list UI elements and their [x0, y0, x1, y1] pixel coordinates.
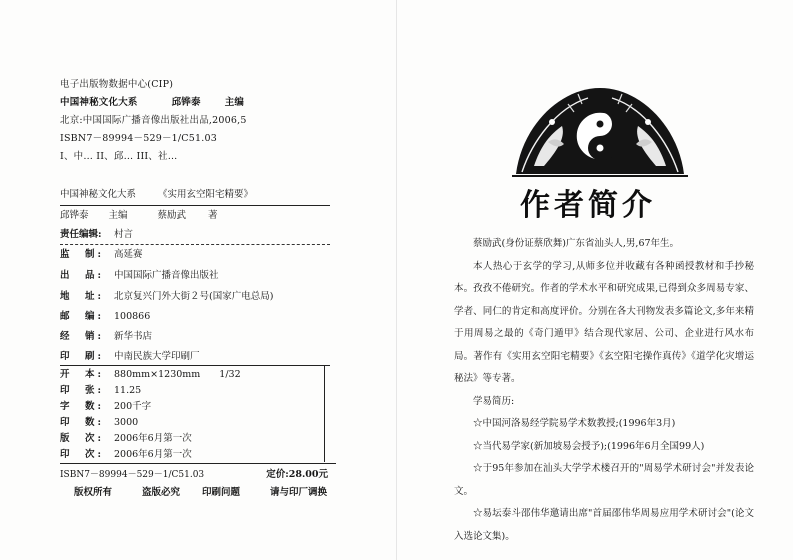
rights-item: 印刷问题 — [202, 487, 241, 498]
spec-value: 880mm×1230mm 1/32 — [114, 369, 241, 380]
cip-series-row — [60, 94, 247, 112]
colophon-vertical-rule — [324, 366, 325, 462]
colophon-row — [60, 246, 143, 264]
colophon-rule — [60, 244, 330, 245]
colophon-row — [60, 328, 152, 346]
author-page — [397, 0, 793, 560]
bio-paragraph: 本人热心于玄学的学习,从师多位并收藏有各种函授教材和手抄秘本。孜孜不倦研究。作者的学术水平和研究成果,已得到众多周易专家、学者、同仁的肯定和高度评价。分别在各大刊物发表多篇论文,多年来精于用周易之最的《奇门遁甲》结合现代家居、公司、企业进行风水布局。著作有《实用玄空阳宅精要》《玄空阳宅操作真传》《道学化灾增运秘法》等专著。 — [454, 260, 754, 384]
resume-item: ☆易坛泰斗邵伟华邀请出席"首届邵伟华周易应用学术研讨会"(论文入选论文集)。 — [454, 508, 754, 542]
spec-label: 开 本: — [60, 369, 105, 380]
spec-row — [60, 446, 192, 464]
colophon-value: 北京复兴门外大街２号(国家广电总局) — [114, 291, 274, 302]
colophon-row — [60, 308, 150, 326]
cip-classification: I、中… II、邱… III、社… — [60, 151, 178, 162]
resume-item: ☆中国河洛易经学院易学术数教授;(1996年3月) — [473, 418, 676, 429]
colophon-row — [60, 288, 273, 306]
cip-editor: 邱铧泰 — [171, 97, 201, 108]
spec-label: 印 张: — [60, 385, 105, 396]
isbn-price-row — [60, 466, 336, 484]
colophon-series: 中国神秘文化大系 — [60, 189, 137, 200]
cip-series: 中国神秘文化大系 — [60, 97, 138, 108]
cip-editor-role: 主编 — [224, 97, 245, 108]
colophon-value: 村言 — [114, 229, 134, 240]
spec-label: 印 次: — [60, 449, 105, 460]
author-bio — [454, 233, 754, 548]
colophon-series-row — [60, 186, 253, 204]
colophon-label: 地 址: — [60, 291, 105, 302]
spec-value: 3000 — [114, 417, 139, 428]
colophon-label: 邮 编: — [60, 311, 105, 322]
cip-heading: 电子出版物数据中心(CIP) — [60, 79, 174, 90]
colophon-row — [60, 348, 200, 366]
colophon-author-role: 著 — [208, 210, 218, 221]
cip-isbn: ISBN7－89994－529－1/C51.03 — [60, 133, 217, 144]
resume-heading: 学易简历: — [473, 395, 515, 407]
rights-item: 版权所有 — [74, 487, 113, 498]
spec-label: 印 数: — [60, 417, 105, 428]
price-label: 定价:28.00元 — [266, 469, 328, 480]
colophon-row — [60, 226, 133, 244]
colophon-value: 新华书店 — [114, 331, 153, 342]
colophon-value: 高延赛 — [114, 249, 143, 260]
colophon-author: 蔡励武 — [157, 210, 187, 221]
colophon-rule — [60, 205, 330, 206]
colophon-value: 中南民族大学印刷厂 — [114, 351, 200, 362]
spec-value: 11.25 — [114, 385, 142, 396]
resume-item: ☆于95年参加在汕头大学学术楼召开的"周易学术研讨会"并发表论文。 — [454, 463, 754, 497]
colophon-value: 100866 — [114, 311, 151, 322]
spec-label: 版 次: — [60, 433, 105, 444]
spec-value: 2006年6月第一次 — [114, 433, 192, 444]
colophon-label: 印 刷: — [60, 351, 105, 362]
colophon-isbn: ISBN7－89994－529－1/C51.03 — [60, 470, 205, 480]
colophon-editor: 邱铧泰 — [60, 210, 89, 221]
spec-label: 字 数: — [60, 401, 105, 412]
colophon-label: 监 制: — [60, 249, 105, 260]
resume-item: ☆当代易学家(新加坡易会授予);(1996年6月全国99人) — [473, 440, 705, 452]
rights-row — [74, 484, 334, 502]
colophon-label: 出 品: — [60, 270, 105, 281]
colophon-label: 责任编辑: — [60, 229, 102, 240]
colophon-credits-row — [60, 207, 218, 225]
spec-value: 2006年6月第一次 — [114, 449, 192, 460]
rights-item: 盗版必究 — [142, 487, 181, 498]
rights-item: 请与印厂调换 — [270, 487, 328, 498]
colophon-rule — [60, 463, 336, 464]
spec-value: 200千字 — [114, 401, 152, 412]
dragon-taiji-emblem-icon — [508, 82, 692, 178]
colophon-label: 经 销: — [60, 331, 105, 342]
colophon-row — [60, 267, 219, 285]
colophon-value: 中国国际广播音像出版社 — [114, 270, 219, 281]
page-title: 作者简介 — [520, 188, 656, 223]
colophon-editor-role: 主编 — [108, 210, 128, 221]
copyright-page — [0, 0, 396, 560]
bio-paragraph: 蔡励武(身份证蔡欣舞)广东省汕头人,男,67年生。 — [473, 238, 680, 249]
colophon-book-title: 《实用玄空阳宅精要》 — [158, 189, 254, 200]
cip-block — [60, 76, 247, 166]
cip-publisher: 北京:中国国际广播音像出版社出品,2006,5 — [60, 115, 247, 126]
